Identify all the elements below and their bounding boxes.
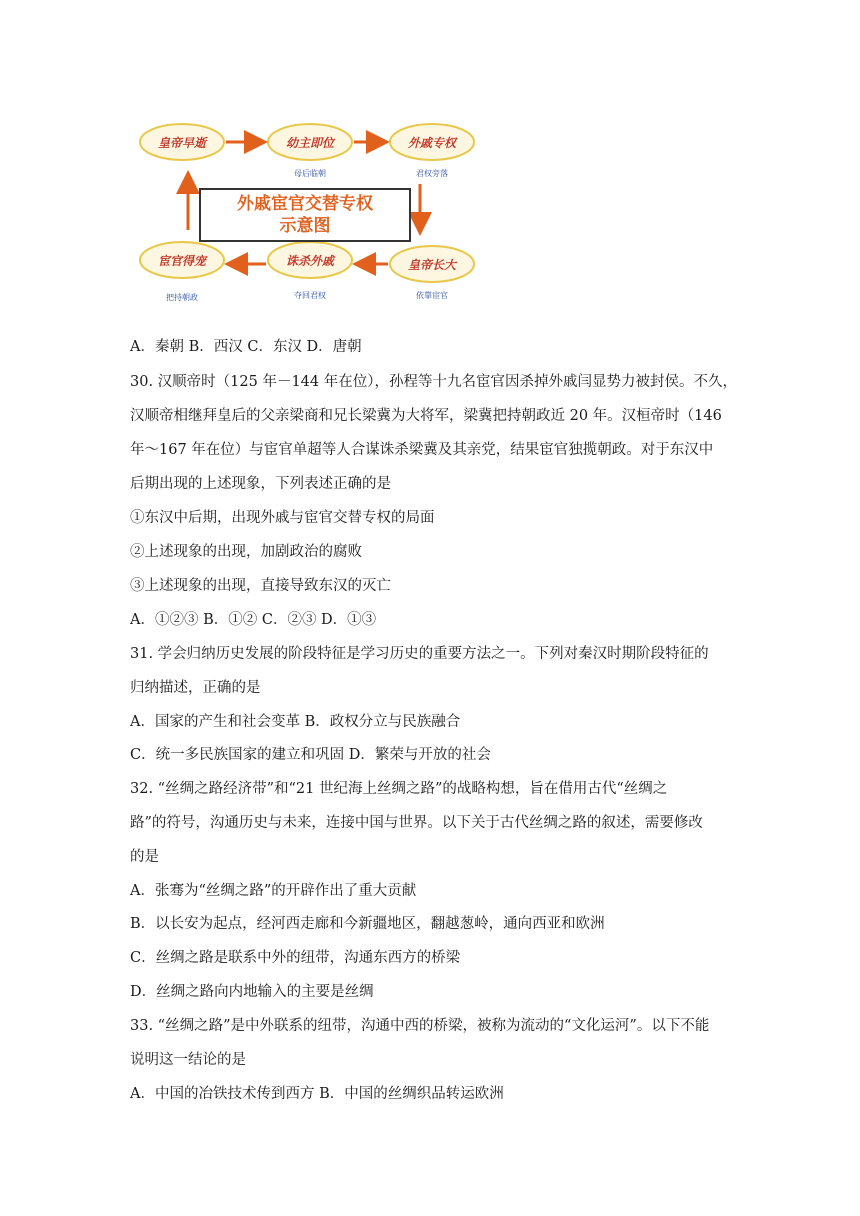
text-line: 32. “丝绸之路经济带”和“21 世纪海上丝绸之路”的战略构想，旨在借用古代“丝绸之 <box>130 781 668 797</box>
node-young-ruler: 幼主即位 <box>285 135 334 150</box>
text-line: 后期出现的上述现象，下列表述正确的是 <box>130 476 391 492</box>
cycle-diagram <box>138 118 478 313</box>
text-line: C．统一多民族国家的建立和巩固 D．繁荣与开放的社会 <box>130 747 491 763</box>
text-line: ①东汉中后期，出现外戚与宦官交替专权的局面 <box>130 510 435 526</box>
node-kill-relatives: 诛杀外戚 <box>285 253 334 268</box>
text-line: ②上述现象的出现，加剧政治的腐败 <box>130 544 362 560</box>
text-line: 33. “丝绸之路”是中外联系的纽带，沟通中西的桥梁，被称为流动的“文化运河”。以下不能 <box>130 1018 710 1034</box>
text-line: A．秦朝 B．西汉 C．东汉 D．唐朝 <box>130 339 362 355</box>
text-line: 年～167 年在位）与宦官单超等人合谋诛杀梁冀及其亲党，结果宦官独揽朝政。对于东汉中 <box>130 442 714 458</box>
text-line: 归纳描述，正确的是 <box>130 680 261 696</box>
sub-label: 夺回君权 <box>294 291 326 300</box>
node-eunuch-favored: 宦官得宠 <box>157 253 206 268</box>
text-line: 说明这一结论的是 <box>130 1052 246 1068</box>
diagram-title <box>200 189 410 241</box>
text-line: ③上述现象的出现，直接导致东汉的灭亡 <box>130 578 391 594</box>
sub-label: 依靠宦官 <box>416 291 448 300</box>
text-line: 的是 <box>130 849 159 865</box>
text-line: D．丝绸之路向内地输入的主要是丝绸 <box>130 984 374 1000</box>
text-line: 31. 学会归纳历史发展的阶段特征是学习历史的重要方法之一。下列对秦汉时期阶段特征的 <box>130 646 709 662</box>
text-line: 汉顺帝相继拜皇后的父亲梁商和兄长梁冀为大将军，梁冀把持朝政近 20 年。汉桓帝时（146 <box>130 408 722 424</box>
text-line: B．以长安为起点，经河西走廊和今新疆地区，翻越葱岭，通向西亚和欧洲 <box>130 916 605 932</box>
text-line: A．中国的冶铁技术传到西方 B．中国的丝绸织品转运欧洲 <box>130 1086 504 1102</box>
node-relatives-power: 外戚专权 <box>407 135 456 150</box>
text-line: A．①②③ B．①② C．②③ D．①③ <box>130 612 377 628</box>
sub-label: 母后临朝 <box>294 169 326 178</box>
text-line: A．张骞为“丝绸之路”的开辟作出了重大贡献 <box>130 883 417 899</box>
diagram-title-line1: 外戚宦官交替专权 <box>237 194 373 214</box>
node-emperor-dies-young: 皇帝早逝 <box>157 135 206 150</box>
text-line: 路”的符号，沟通历史与未来，连接中国与世界。以下关于古代丝绸之路的叙述，需要修改 <box>130 815 703 831</box>
text-line: A．国家的产生和社会变革 B．政权分立与民族融合 <box>130 714 461 730</box>
text-line: 30. 汉顺帝时（125 年－144 年在位），孙程等十九名宦官因杀掉外戚闫显势力被封侯。不久， <box>130 374 737 390</box>
sub-label: 君权旁落 <box>416 169 448 178</box>
node-emperor-grows: 皇帝长大 <box>407 257 456 272</box>
sub-label: 把持朝政 <box>166 293 198 302</box>
diagram-title-line2: 示意图 <box>279 216 331 236</box>
text-line: C．丝绸之路是联系中外的纽带，沟通东西方的桥梁 <box>130 950 461 966</box>
